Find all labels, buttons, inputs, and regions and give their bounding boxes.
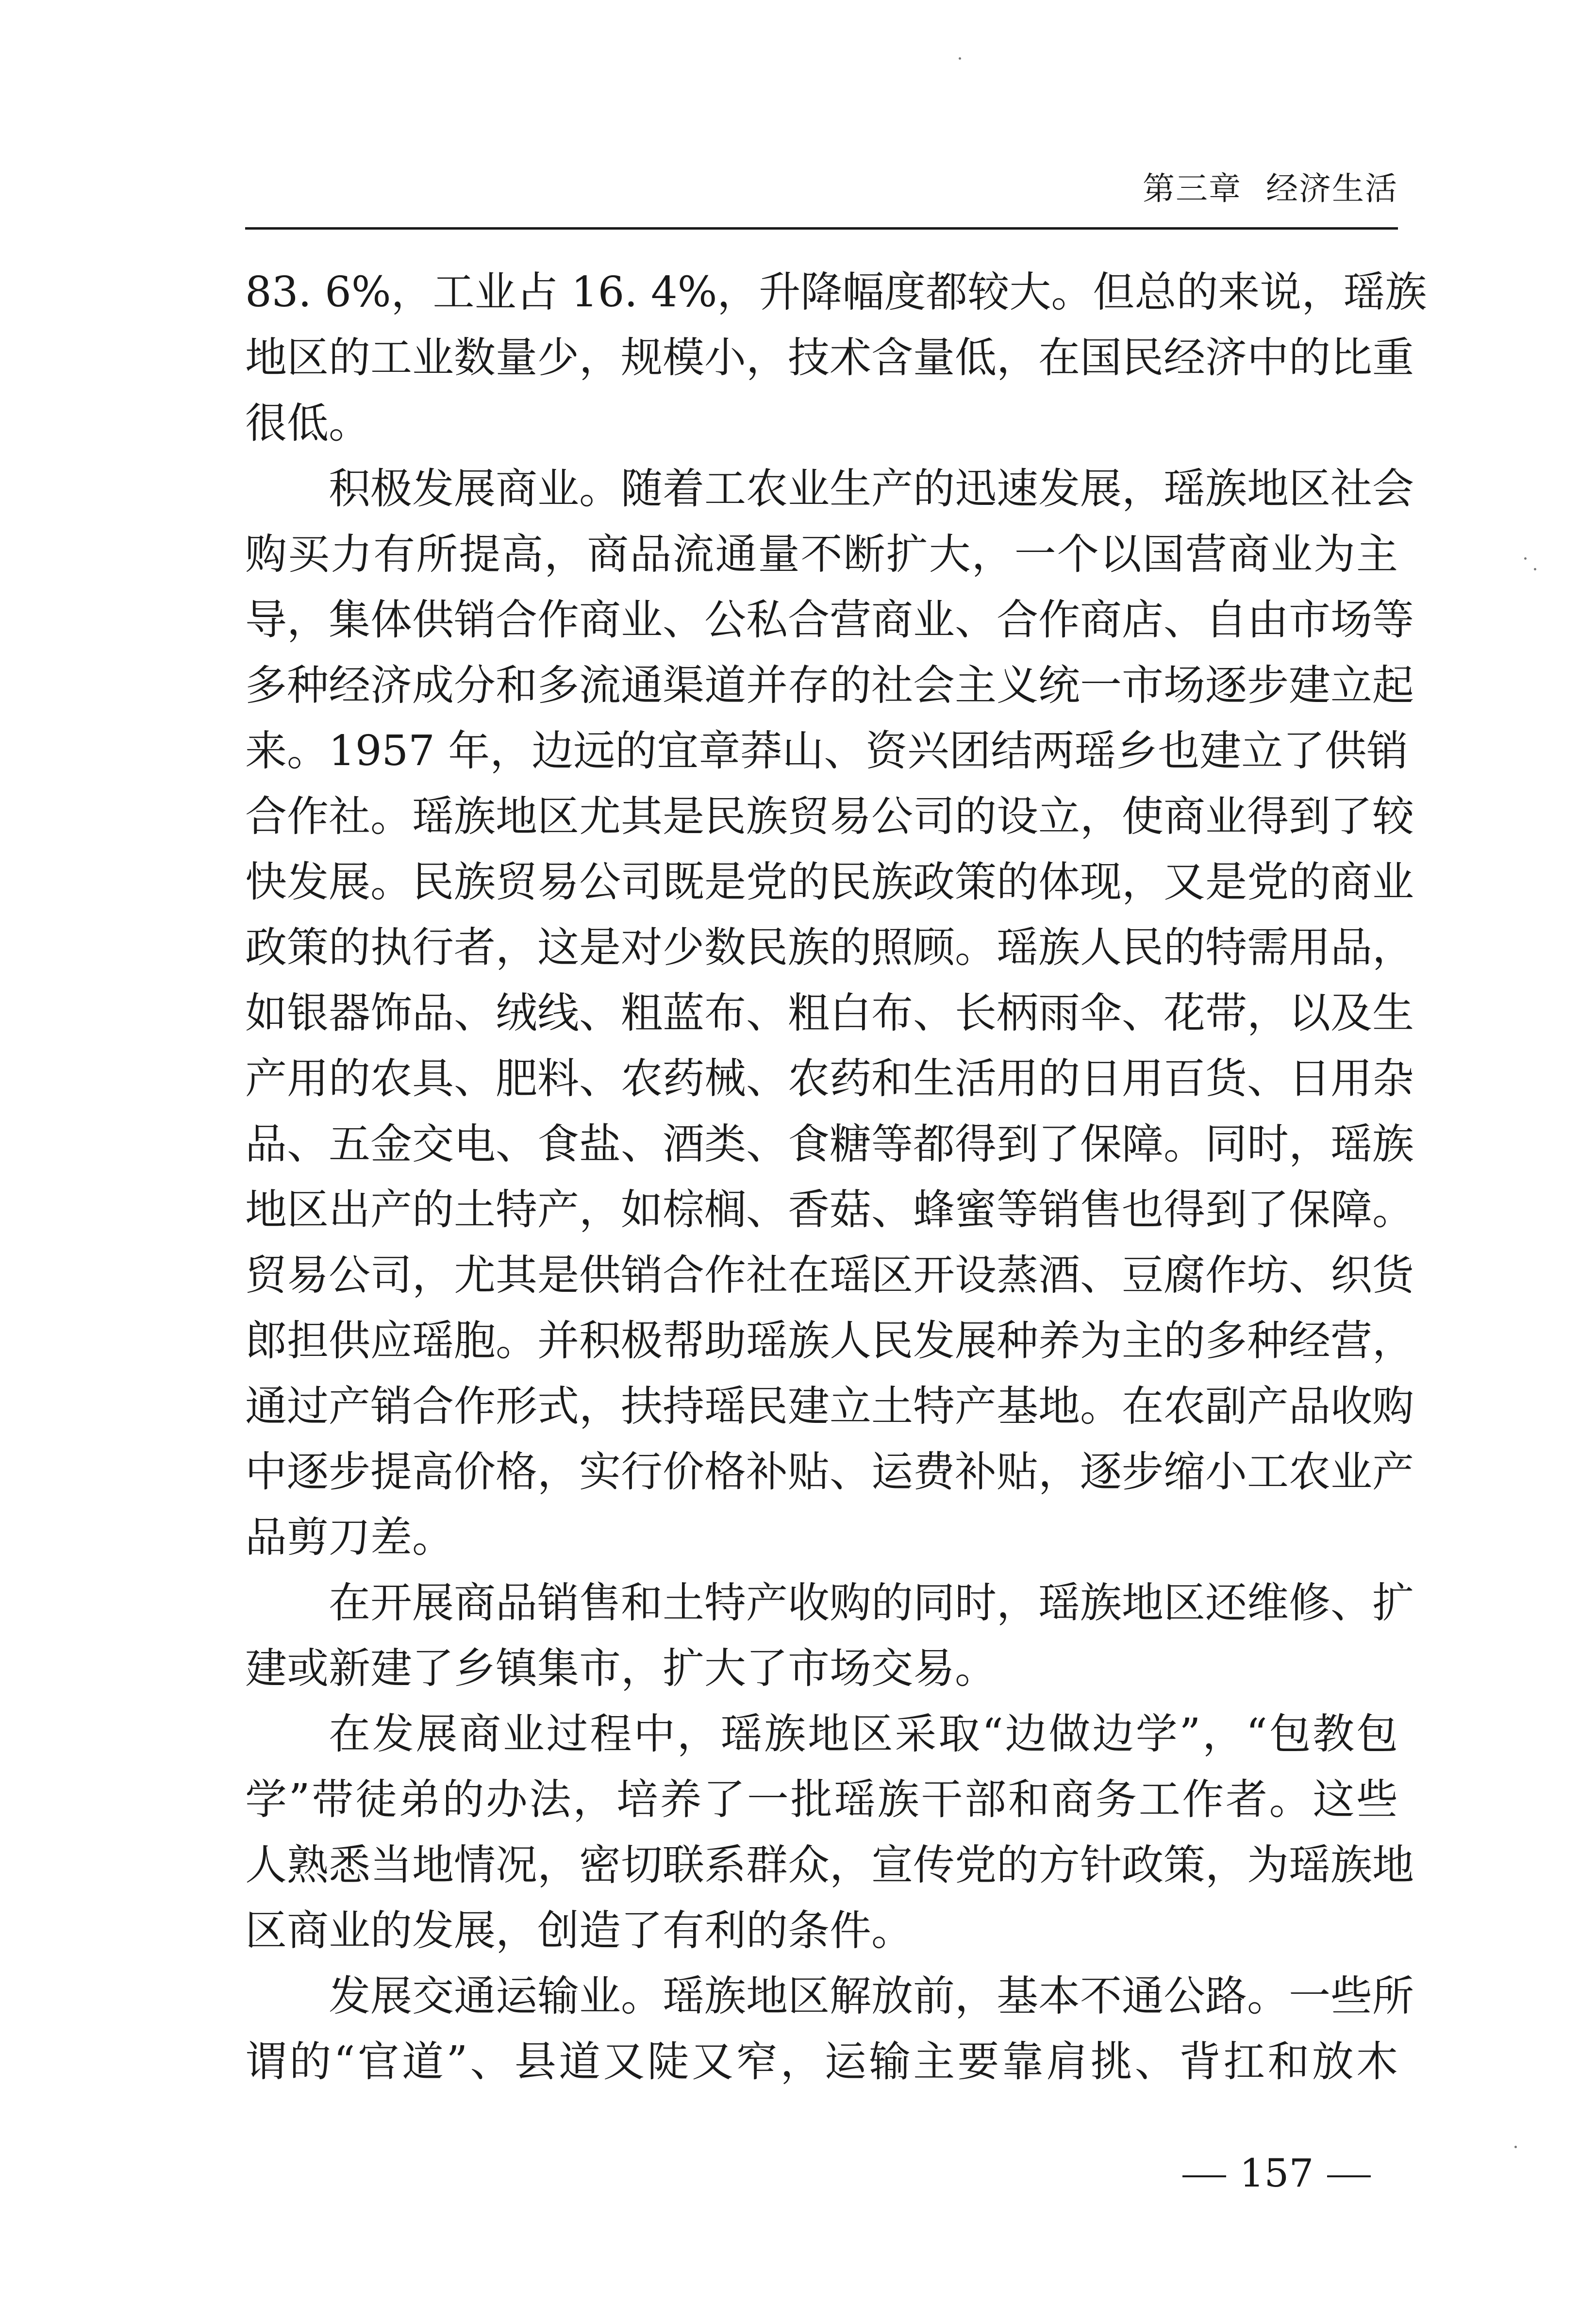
text-line: 快发展。民族贸易公司既是党的民族政策的体现，又是党的商业 bbox=[245, 858, 1414, 906]
text-line: 在开展商品销售和土特产收购的同时，瑶族地区还维修、扩 bbox=[329, 1579, 1414, 1627]
text-line: 在发展商业过程中，瑶族地区采取“边做边学”，“包教包 bbox=[329, 1710, 1398, 1758]
text-line: 建或新建了乡镇集市，扩大了市场交易。 bbox=[245, 1644, 997, 1693]
text-line: 贸易公司，尤其是供销合作社在瑶区开设蒸酒、豆腐作坊、织货 bbox=[245, 1251, 1414, 1300]
chapter-number: 第三章 bbox=[1143, 170, 1242, 207]
text-line: 产用的农具、肥料、农药械、农药和生活用的日用百货、日用杂 bbox=[245, 1054, 1414, 1103]
page-number: 157 bbox=[1239, 2151, 1314, 2196]
text-line: 导，集体供销合作商业、公私合营商业、合作商店、自由市场等 bbox=[245, 596, 1414, 644]
body-text bbox=[245, 260, 1427, 2095]
text-line: 购买力有所提高，商品流通量不断扩大，一个以国营商业为主 bbox=[245, 530, 1398, 579]
paragraph bbox=[245, 1702, 1414, 1964]
paragraph bbox=[245, 1570, 1414, 1702]
text-line: 发展交通运输业。瑶族地区解放前，基本不通公路。一些所 bbox=[329, 1972, 1414, 2020]
text-line: 通过产销合作形式，扶持瑶民建立土特产基地。在农副产品收购 bbox=[245, 1382, 1414, 1431]
text-line: 谓的“官道”、县道又陡又窄，运输主要靠肩挑、背扛和放木 bbox=[245, 2037, 1398, 2086]
paragraph bbox=[245, 456, 1414, 1570]
text-line: 很低。 bbox=[245, 399, 370, 448]
text-line: 合作社。瑶族地区尤其是民族贸易公司的设立，使商业得到了较 bbox=[245, 792, 1414, 841]
header-rule bbox=[245, 227, 1398, 230]
text-line: 地区出产的土特产，如棕榈、香菇、蜂蜜等销售也得到了保障。 bbox=[245, 1185, 1414, 1234]
text-line: 人熟悉当地情况，密切联系群众，宣传党的方针政策，为瑶族地 bbox=[245, 1841, 1414, 1889]
page-footer bbox=[1155, 2151, 1398, 2196]
text-line: 郎担供应瑶胞。并积极帮助瑶族人民发展种养为主的多种经营， bbox=[245, 1317, 1414, 1365]
text-line: 中逐步提高价格，实行价格补贴、运费补贴，逐步缩小工农业产 bbox=[245, 1448, 1414, 1496]
scan-speck bbox=[1534, 568, 1536, 570]
chapter-title: 经济生活 bbox=[1266, 170, 1398, 207]
text-line: 地区的工业数量少，规模小，技术含量低，在国民经济中的比重 bbox=[245, 334, 1414, 382]
scan-speck bbox=[1514, 2146, 1517, 2148]
folio-dash-right bbox=[1327, 2175, 1371, 2177]
text-line: 学”带徒弟的办法，培养了一批瑶族干部和商务工作者。这些 bbox=[245, 1775, 1398, 1824]
running-header bbox=[1097, 163, 1398, 209]
text-line: 品、五金交电、食盐、酒类、食糖等都得到了保障。同时，瑶族 bbox=[245, 1120, 1414, 1169]
text-line: 83. 6%，工业占 16. 4%，升降幅度都较大。但总的来说，瑶族 bbox=[245, 268, 1427, 317]
paragraph bbox=[245, 260, 1427, 456]
text-line: 政策的执行者，这是对少数民族的照顾。瑶族人民的特需用品， bbox=[245, 923, 1414, 972]
text-line: 品剪刀差。 bbox=[245, 1513, 454, 1562]
text-line: 多种经济成分和多流通渠道并存的社会主义统一市场逐步建立起 bbox=[245, 661, 1414, 710]
text-line: 如银器饰品、绒线、粗蓝布、粗白布、长柄雨伞、花带，以及生 bbox=[245, 989, 1414, 1037]
scan-speck bbox=[1524, 557, 1527, 560]
paragraph bbox=[245, 1964, 1414, 2095]
text-line: 区商业的发展，创造了有利的条件。 bbox=[245, 1906, 913, 1955]
text-line: 积极发展商业。随着工农业生产的迅速发展，瑶族地区社会 bbox=[329, 465, 1414, 513]
text-line: 来。1957 年，边远的宜章莽山、资兴团结两瑶乡也建立了供销 bbox=[245, 727, 1409, 775]
folio-dash-left bbox=[1182, 2175, 1226, 2177]
scan-speck bbox=[959, 57, 961, 60]
